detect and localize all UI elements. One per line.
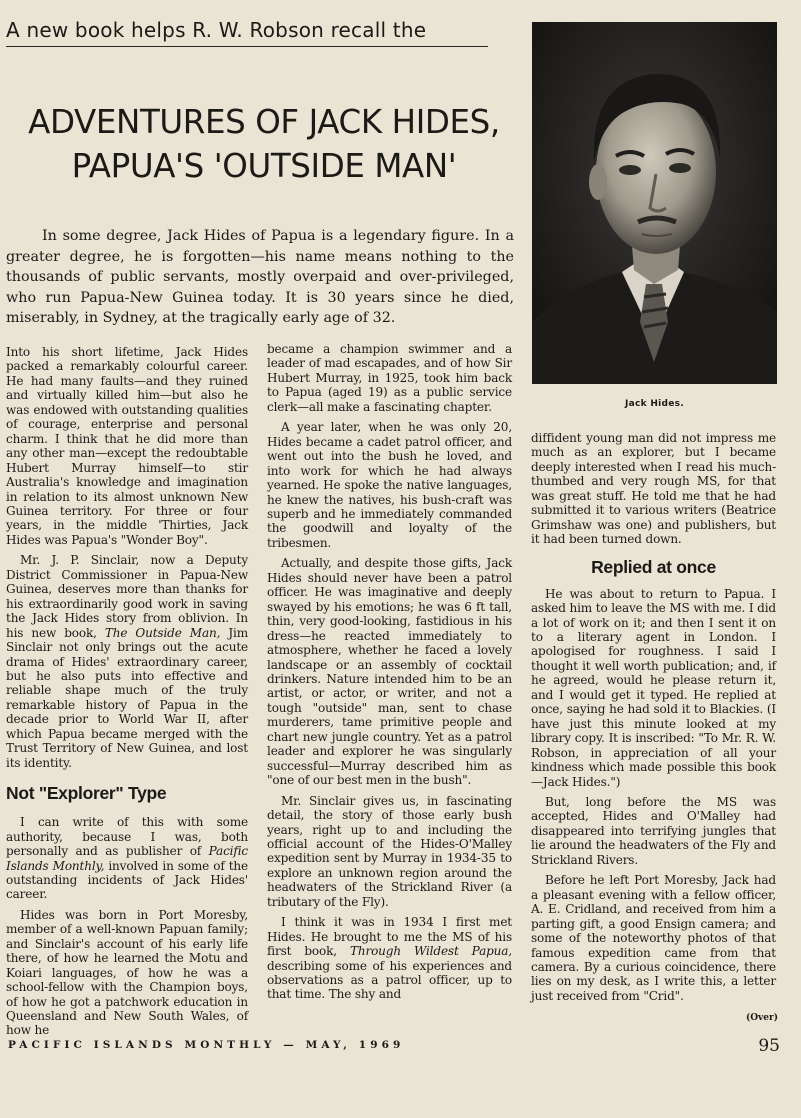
portrait-photo bbox=[532, 22, 777, 384]
paragraph: Mr. J. P. Sinclair, now a Deputy District Commissioner in Papua-New Guinea, deserves more than thanks for his extraordinarily good work in saving the Jack Hides story from oblivion. In his new book, The Outside Man, Jim Sinclair not only brings out the acute drama of Hides' extraordinary career, but he also puts into effective and reliable shape much of the truly remarkable history of Papua in the decade prior to World War II, after which Papua became merged with the Trust Territory of New Guinea, and lost its identity. bbox=[6, 553, 248, 770]
paragraph: He was about to return to Papua. I asked him to leave the MS with me. I did a lot of work on it; and then I sent it on to a literary agent in London. I apologised for roughness. I said I thought it well worth publication; and, if he agreed, would he please return it, and I would get it typed. He replied at once, saying he had sold it to Blackies. (I have just this minute looked at my library copy. It is inscribed: "To Mr. R. W. Robson, in appreciation of all your kindness which made possible this book—Jack Hides.") bbox=[531, 586, 776, 789]
magazine-title: Pacific Islands Monthly, bbox=[6, 844, 248, 873]
headline-line-2: PAPUA'S 'OUTSIDE MAN' bbox=[71, 147, 457, 185]
kicker-line: A new book helps R. W. Robson recall the bbox=[6, 18, 488, 47]
subheading: Not "Explorer" Type bbox=[6, 783, 167, 804]
paragraph: Into his short lifetime, Jack Hides packed a remarkably colourful career. He had many faults—and they ruined and virtually killed him—but also he was endowed with outstanding qualities of courage, enterprise and personal charm. I think that he did more than any other man—except the redoubtable Hubert Murray himself—to stir Australia's knowledge and imagination in relation to its almost unknown New Guinea territory. For three or four years, in the middle 'Thirties, Jack Hides was Papua's "Wonder Boy". bbox=[6, 345, 248, 547]
paragraph: Actually, and despite those gifts, Jack Hides should never have been a patrol officer. He was imaginative and deeply swayed by his emotions; he was 6 ft tall, thin, very good-looking, fastidious in his dress—he reacted immediately to atmosphere, whether he faced a lovely landscape or an assembly of cocktail drinkers. Nature intended him to be an artist, or actor, or writer, and not a tough "outside" man, sent to chase murderers, tame primitive people and chart new jungle country. Yet as a patrol leader and explorer he was singularly successful—Murray described him as "one of our best men in the bush". bbox=[267, 556, 512, 788]
paragraph: A year later, when he was only 20, Hides became a cadet patrol officer, and went out into the bush he loved, and into work for which he had always yearned. He spoke the native languages, he knew the natives, his bush-craft was superb and he immediately commanded the goodwill and loyalty of the tribesmen. bbox=[267, 420, 512, 550]
headline-line-1: ADVENTURES OF JACK HIDES, bbox=[28, 103, 500, 141]
continued-marker: (Over) bbox=[745, 1013, 778, 1023]
portrait-illustration bbox=[532, 22, 777, 384]
footer-publication: PACIFIC ISLANDS MONTHLY — MAY, 1969 bbox=[8, 1039, 405, 1051]
book-title: The Outside Man, bbox=[104, 625, 221, 640]
photo-caption: Jack Hides. bbox=[624, 399, 685, 409]
paragraph: But, long before the MS was accepted, Hides and O'Malley had disappeared into terrifying jungles that lie around the headwaters of the Fly and Strickland Rivers. bbox=[531, 794, 776, 867]
paragraph: Mr. Sinclair gives us, in fascinating detail, the story of those early bush years, right up to and including the official account of the Hides-O'Malley expedition sent by Murray in 1934-35 to explore an unknown region around the headwaters of the Strickland River (a tributary of the Fly). bbox=[267, 793, 512, 909]
paragraph: I can write of this with some authority, because I was, both personally and as publisher of Pacific Islands Monthly, involved in some of the outstanding incidents of Jack Hides' career. bbox=[6, 815, 248, 902]
article-column-3 bbox=[531, 431, 776, 1009]
paragraph: became a champion swimmer and a leader of mad escapades, and of how Sir Hubert Murray, in 1925, took him back to Papua (aged 19) as a public service clerk—all make a fascinating chapter. bbox=[267, 342, 512, 414]
page-number: 95 bbox=[758, 1036, 780, 1056]
paragraph: Hides was born in Port Moresby, member of a well-known Papuan family; and Sinclair's account of his early life there, of how he learned the Motu and Koiari languages, of how he was a school-fellow with the Champion boys, of how he got a patchwork education in Queensland and New South Wales, of how he bbox=[6, 907, 248, 1038]
paragraph: Before he left Port Moresby, Jack had a pleasant evening with a fellow officer, A. E. Cridland, and received from him a parting gift, a good Ensign camera; and some of the noteworthy photos of that famous expedition came from that camera. By a curious coincidence, there lies on my desk, as I write this, a letter just received from "Crid". bbox=[531, 873, 776, 1003]
paragraph: I think it was in 1934 I first met Hides. He brought to me the MS of his first book, Through Wildest Papua, describing some of his experiences and observations as a patrol officer, up to that time. The shy and bbox=[267, 915, 512, 1002]
headline bbox=[14, 100, 514, 188]
paragraph: diffident young man did not impress me much as an explorer, but I became deeply interested when I read his much-thumbed and very rough MS, for that was great stuff. He told me that he had submitted it to various writers (Beatrice Grimshaw was one) and publishers, but it had been turned down. bbox=[531, 431, 776, 547]
article-column-2 bbox=[267, 342, 512, 1008]
article-column-1 bbox=[6, 345, 248, 1044]
book-title: Through Wildest Papua, bbox=[349, 944, 512, 959]
subheading: Replied at once bbox=[591, 556, 716, 577]
standfirst: In some degree, Jack Hides of Papua is a legendary figure. In a greater degree, he is forgotten—his name means nothing to the thousands of public servants, mostly overpaid and over-privileged, who run Papua-New Guinea today. It is 30 years since he died, miserably, in Sydney, at the tragically early age of 32. bbox=[6, 228, 514, 326]
